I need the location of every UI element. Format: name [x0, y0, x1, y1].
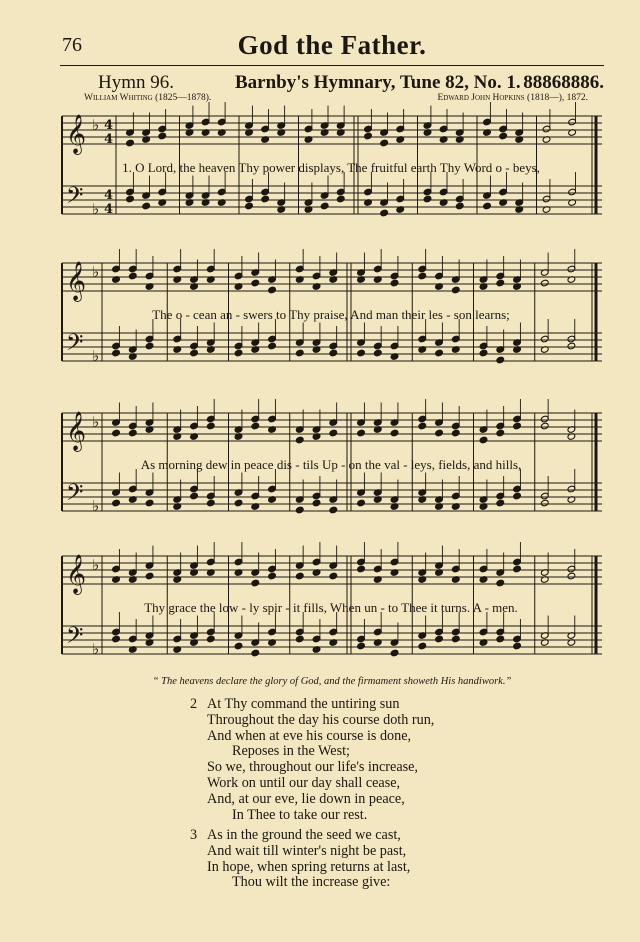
stanza-line: In hope, when spring returns at last, [207, 858, 411, 875]
notehead [567, 572, 576, 580]
meter: 88868886. [523, 72, 604, 93]
notehead [357, 499, 366, 507]
notehead [357, 565, 366, 573]
notehead [357, 349, 366, 357]
notehead [423, 195, 432, 203]
notehead [329, 429, 338, 437]
flat-icon: ♭ [92, 347, 100, 365]
time-signature-numerator: 4 [104, 188, 114, 203]
notehead [295, 572, 304, 580]
notehead [112, 499, 121, 507]
bass-clef-icon: 𝄢 [66, 480, 84, 511]
notehead [513, 565, 522, 573]
notehead [567, 342, 576, 350]
treble-clef-icon: 𝄞 [66, 261, 87, 301]
stanza-line: And wait till winter's night be past, [207, 842, 407, 859]
notehead [128, 429, 137, 437]
stanza-line: And, at our eve, lie down in peace, [207, 790, 405, 807]
stanza-line: Reposes in the West; [232, 743, 350, 760]
notehead [451, 429, 460, 437]
page-header [62, 28, 602, 68]
notehead [540, 279, 549, 287]
time-signature-numerator: 4 [104, 118, 114, 133]
running-title: God the Father. [237, 30, 427, 60]
notehead [295, 506, 304, 514]
notehead [112, 349, 121, 357]
notehead [418, 272, 427, 280]
music-notation-2 [56, 255, 606, 395]
notehead [496, 579, 505, 587]
flat-icon: ♭ [92, 497, 100, 515]
lyric-line-2: The o - cean an - swers to Thy praise, And man their les - son learns; [152, 307, 510, 322]
notehead [145, 342, 154, 350]
header-rule [60, 65, 604, 66]
notehead [451, 635, 460, 643]
notehead [496, 279, 505, 287]
notehead [251, 422, 260, 430]
notehead [418, 422, 427, 430]
treble-clef-icon: 𝄞 [66, 411, 87, 451]
notehead [435, 429, 444, 437]
notehead [251, 649, 260, 657]
notehead [496, 635, 505, 643]
notehead [245, 202, 254, 210]
bass-clef-icon: 𝄢 [66, 330, 84, 361]
bass-clef-icon: 𝄢 [66, 183, 84, 214]
notehead [496, 356, 505, 364]
notehead [320, 202, 329, 210]
lyric-line-4: Thy grace the low - ly spir - it fills, When un - to Thee it turns. A - men. [144, 600, 518, 615]
stanza-number: 2 [190, 696, 198, 712]
notehead [145, 499, 154, 507]
notehead [190, 349, 199, 357]
notehead [112, 429, 121, 437]
notehead [190, 492, 199, 500]
notehead [390, 429, 399, 437]
notehead [540, 422, 549, 430]
time-signature-denominator: 4 [104, 202, 114, 217]
notehead [158, 132, 167, 140]
notehead [112, 635, 121, 643]
stanza-line: Thou wilt the increase give: [232, 874, 391, 891]
flat-icon: ♭ [92, 413, 100, 431]
time-signature-denominator: 4 [104, 132, 114, 147]
notehead [513, 422, 522, 430]
notehead [380, 209, 389, 217]
notehead [479, 436, 488, 444]
hymn-heading [98, 72, 604, 94]
stanza-3 [190, 828, 510, 891]
stanza-line: Throughout the day his course doth run, [207, 711, 435, 728]
notehead [513, 642, 522, 650]
stanza-line: In Thee to take our rest. [232, 806, 368, 823]
flat-icon: ♭ [92, 640, 100, 658]
notehead [513, 492, 522, 500]
composer-credit: Edward John Hopkins (1818—), 1872. [437, 93, 588, 103]
notehead [295, 349, 304, 357]
notehead [268, 342, 277, 350]
music-notation-3 [56, 405, 606, 545]
notehead [206, 635, 215, 643]
notehead [418, 642, 427, 650]
notehead [234, 499, 243, 507]
notehead [126, 139, 135, 147]
notehead [329, 572, 338, 580]
stanza-line: So we, throughout our life's increase, [207, 759, 418, 776]
notehead [251, 579, 260, 587]
notehead [142, 202, 151, 210]
stanza-line: As in the ground the seed we cast, [207, 827, 401, 843]
notehead [364, 132, 373, 140]
notehead [390, 649, 399, 657]
notehead [479, 349, 488, 357]
stanza-line: And when at eve his course is done, [207, 727, 412, 744]
author-credit: William Whiting (1825—1878). [84, 93, 212, 103]
stanza-number: 3 [190, 827, 198, 843]
notehead [329, 349, 338, 357]
hymn-title: Hymn 96. [98, 72, 174, 93]
notehead [390, 279, 399, 287]
notehead [451, 286, 460, 294]
hymn-credits [84, 93, 588, 107]
notehead [268, 286, 277, 294]
notehead [206, 422, 215, 430]
notehead [128, 272, 137, 280]
notehead [380, 139, 389, 147]
stanza-2 [190, 697, 510, 823]
bass-clef-icon: 𝄢 [66, 623, 84, 654]
notehead [435, 635, 444, 643]
notehead [268, 572, 277, 580]
notehead [357, 429, 366, 437]
stanza-line: At Thy command the untiring sun [207, 696, 400, 712]
notehead [251, 279, 260, 287]
flat-icon: ♭ [92, 116, 100, 134]
notehead [329, 506, 338, 514]
lyric-line-1: 1. O Lord, the heaven Thy power displays, The fruitful earth Thy Word o - beys, [122, 160, 540, 175]
notehead [295, 436, 304, 444]
notehead [234, 642, 243, 650]
notehead [234, 349, 243, 357]
page-number: 76 [62, 34, 82, 56]
music-notation-1 [56, 108, 606, 248]
tune-name: Barnby's Hymnary, Tune 82, No. 1. [235, 72, 521, 93]
flat-icon: ♭ [92, 200, 100, 218]
notehead [496, 429, 505, 437]
notehead [483, 202, 492, 210]
notehead [357, 642, 366, 650]
notehead [261, 195, 270, 203]
flat-icon: ♭ [92, 556, 100, 574]
treble-clef-icon: 𝄞 [66, 114, 87, 154]
scripture-quote: “ The heavens declare the glory of God, and the firmament showeth His handiwork.” [152, 676, 512, 687]
notehead [496, 499, 505, 507]
notehead [435, 349, 444, 357]
notehead [145, 572, 154, 580]
notehead [312, 499, 321, 507]
music-notation-4 [56, 548, 606, 688]
lyric-line-3: As morning dew in peace dis - tils Up - on the val - leys, fields, and hills, [140, 457, 522, 472]
notehead [540, 499, 549, 507]
notehead [499, 132, 508, 140]
notehead [126, 195, 135, 203]
stanza-line: Work on until our day shall cease, [207, 774, 401, 791]
notehead [336, 195, 345, 203]
notehead [295, 635, 304, 643]
notehead [373, 349, 382, 357]
flat-icon: ♭ [92, 263, 100, 281]
notehead [455, 202, 464, 210]
treble-clef-icon: 𝄞 [66, 554, 87, 594]
notehead [206, 499, 215, 507]
